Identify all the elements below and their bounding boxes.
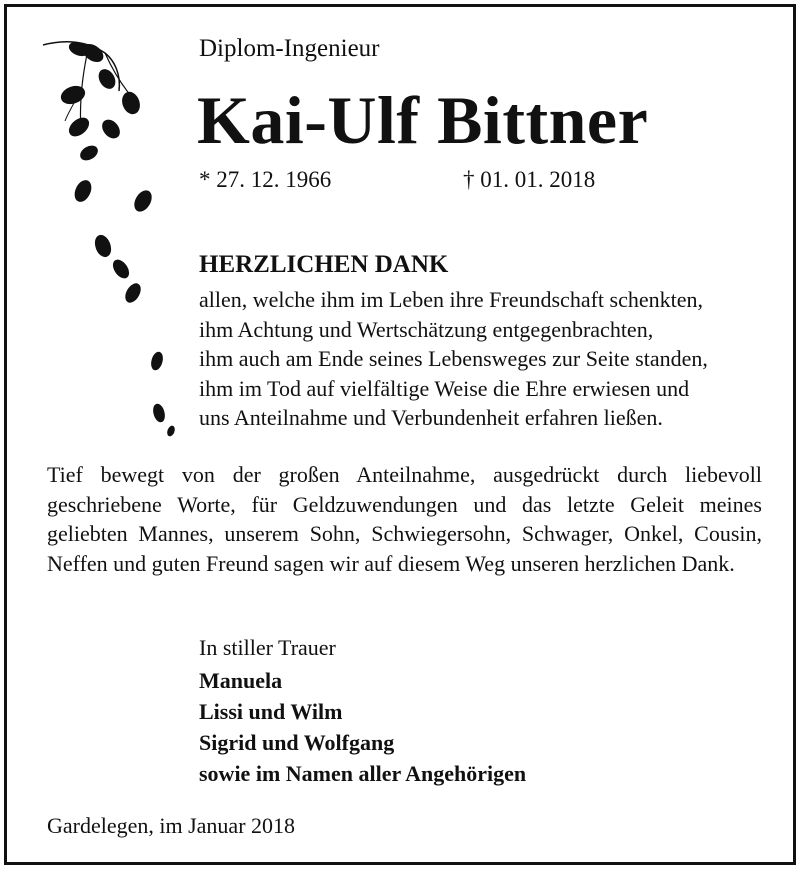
mourning-intro: In stiller Trauer [199,635,336,660]
academic-title: Diplom-Ingenieur [199,35,380,62]
deceased-name: Kai-Ulf Bittner [197,82,649,158]
thanks-lines [199,285,708,433]
death-date: † 01. 01. 2018 [463,167,596,192]
thanks-line: ihm Achtung und Wertschätzung entgegenbrachten, [199,316,654,342]
mourner-name: Lissi und Wilm [199,699,343,724]
falling-leaves-icon [35,31,185,451]
thanks-line: allen, welche ihm im Leben ihre Freundschaft schenkten, [199,287,703,312]
thanks-line: ihm auch am Ende seines Lebensweges zur Seite standen, [199,346,708,371]
mourner-name: sowie im Namen aller Angehörigen [199,761,527,786]
birth-date: * 27. 12. 1966 [199,167,332,192]
mourner-name: Sigrid und Wolfgang [199,730,395,755]
gratitude-paragraph: Tief bewegt von der großen Anteilnahme, ausgedrückt durch liebevoll geschriebene Worte, für Geldzuwendungen und das letzte Geleit meines geliebten Mannes, unserem Sohn, Schwiegersohn, Schwager, Onkel, Cousin, Neffen und guten Freund sagen wir auf diesem Weg unseren herzlichen Dank. [47,462,762,576]
mourner-list [199,665,526,789]
thanks-line: ihm im Tod auf vielfältige Weise die Ehre erwiesen und [199,375,690,401]
obituary-notice [4,4,796,865]
thanks-heading: HERZLICHEN DANK [199,251,449,278]
place-date: Gardelegen, im Januar 2018 [47,813,296,838]
thanks-line: uns Anteilnahme und Verbundenheit erfahren ließen. [199,405,663,430]
mourner-name: Manuela [199,668,283,693]
